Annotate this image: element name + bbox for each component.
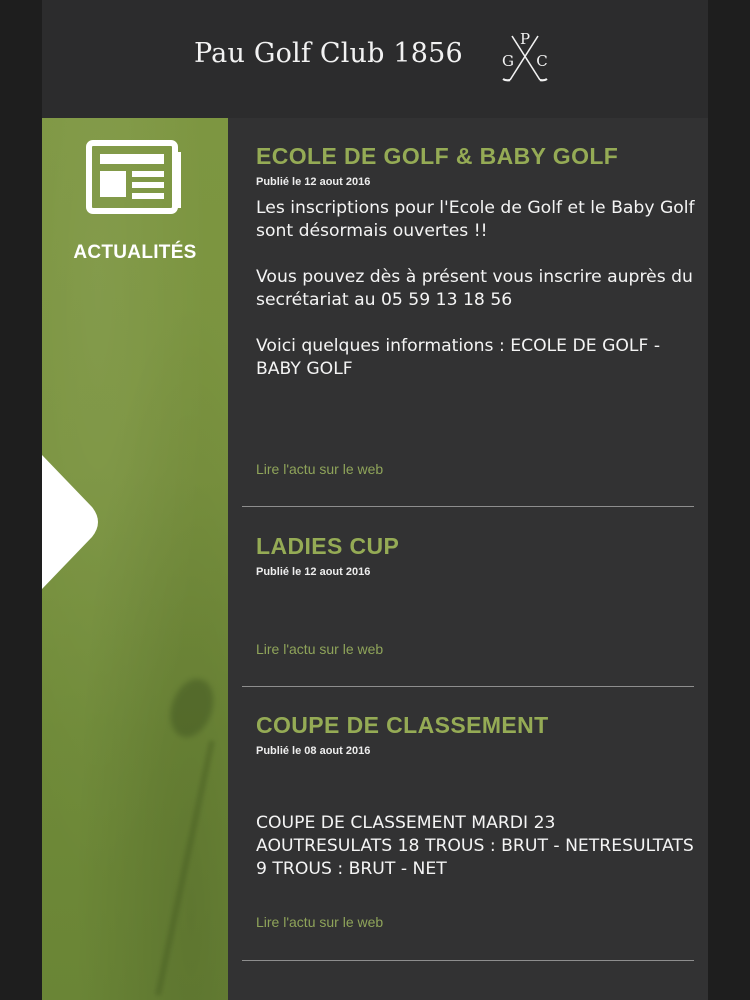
read-on-web-link[interactable]: Lire l'actu sur le web	[256, 914, 384, 930]
left-edge	[0, 0, 42, 1000]
logo-letter-top: P	[519, 30, 531, 48]
article-divider	[242, 506, 694, 507]
logo-letter-right: C	[536, 52, 548, 70]
article-body	[256, 812, 696, 904]
article-divider	[242, 960, 694, 961]
expand-arrow-icon[interactable]	[42, 455, 102, 589]
logo-letter-left: G	[502, 52, 514, 70]
background-shadow	[163, 673, 221, 743]
club-logo-icon	[494, 28, 556, 90]
article-title: LADIES CUP	[256, 533, 400, 559]
newspaper-icon	[86, 140, 186, 216]
article-date: Publié le 08 aout 2016	[256, 745, 371, 757]
read-on-web-link[interactable]: Lire l'actu sur le web	[256, 461, 384, 477]
read-on-web-link[interactable]: Lire l'actu sur le web	[256, 641, 384, 657]
article-title: COUPE DE CLASSEMENT	[256, 712, 549, 738]
article-body	[256, 197, 696, 404]
app-header	[42, 0, 708, 118]
article-paragraph: COUPE DE CLASSEMENT MARDI 23 AOUTRESULATS 18 TROUS : BRUT - NETRESULTATS 9 TROUS : BRUT - NET	[256, 813, 694, 879]
article-paragraph: Vous pouvez dès à présent vous inscrire auprès du secrétariat au 05 59 13 18 56	[256, 267, 693, 310]
news-list	[228, 118, 708, 1000]
article-paragraph: Voici quelques informations : ECOLE DE GOLF - BABY GOLF	[256, 336, 661, 379]
article-paragraph: Les inscriptions pour l'Ecole de Golf et le Baby Golf sont désormais ouvertes !!	[256, 198, 695, 241]
background-shadow-line	[155, 740, 215, 996]
section-label-actualites: ACTUALITÉS	[73, 242, 197, 263]
news-article	[242, 118, 694, 508]
article-date: Publié le 12 aout 2016	[256, 566, 371, 578]
news-article	[242, 508, 694, 688]
article-date: Publié le 12 aout 2016	[256, 176, 371, 188]
right-edge	[708, 0, 750, 1000]
club-name: Pau Golf Club 1856	[194, 38, 463, 69]
article-title: ECOLE DE GOLF & BABY GOLF	[256, 143, 619, 169]
news-article	[242, 688, 694, 962]
article-divider	[242, 686, 694, 687]
